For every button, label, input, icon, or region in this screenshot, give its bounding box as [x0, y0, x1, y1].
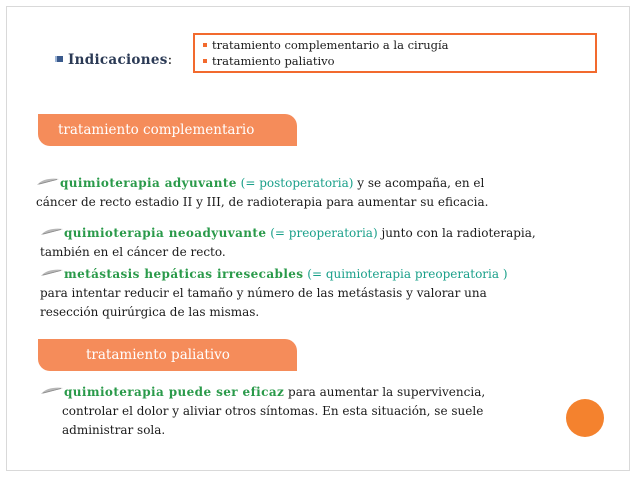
feather-bullet-icon [40, 269, 64, 277]
feather-bullet-icon [40, 387, 64, 395]
indicaciones-label: Indicaciones [68, 52, 168, 68]
paragraph-paliativo: quimioterapia puede ser eficaz para aumentar la supervivencia, controlar el dolor y aliviar otros síntomas. En esta situación, se suele administrar sola. [62, 383, 485, 440]
bullet-square-icon [203, 43, 207, 47]
decorative-circle-icon [566, 399, 604, 437]
bullet-square-icon [55, 56, 63, 62]
indicaciones-heading [55, 52, 172, 68]
paragraph-adyuvante: quimioterapia adyuvante (= postoperatoria) y se acompaña, en el cáncer de recto estadio II y III, de radioterapia para aumentar su eficacia. [36, 176, 489, 209]
section-heading-paliativo: tratamiento paliativo [38, 339, 297, 371]
indicaciones-colon: : [167, 52, 173, 68]
feather-bullet-icon [36, 178, 60, 186]
bullet-square-icon [203, 59, 207, 63]
paragraph-metastasis: metástasis hepáticas irresecables (= quimioterapia preoperatoria ) para intentar reducir el tamaño y número de las metástasis y valorar una resección quirúrgica de las mismas. [40, 267, 508, 319]
indications-box [193, 33, 597, 73]
indication-item: tratamiento paliativo [203, 53, 587, 69]
paragraph-neoadyuvante: quimioterapia neoadyuvante (= preoperatoria) junto con la radioterapia, también en el cáncer de recto. [40, 226, 536, 259]
section-heading-complementario: tratamiento complementario [38, 114, 297, 146]
feather-bullet-icon [40, 228, 64, 236]
indication-item: tratamiento complementario a la cirugía [203, 37, 587, 53]
